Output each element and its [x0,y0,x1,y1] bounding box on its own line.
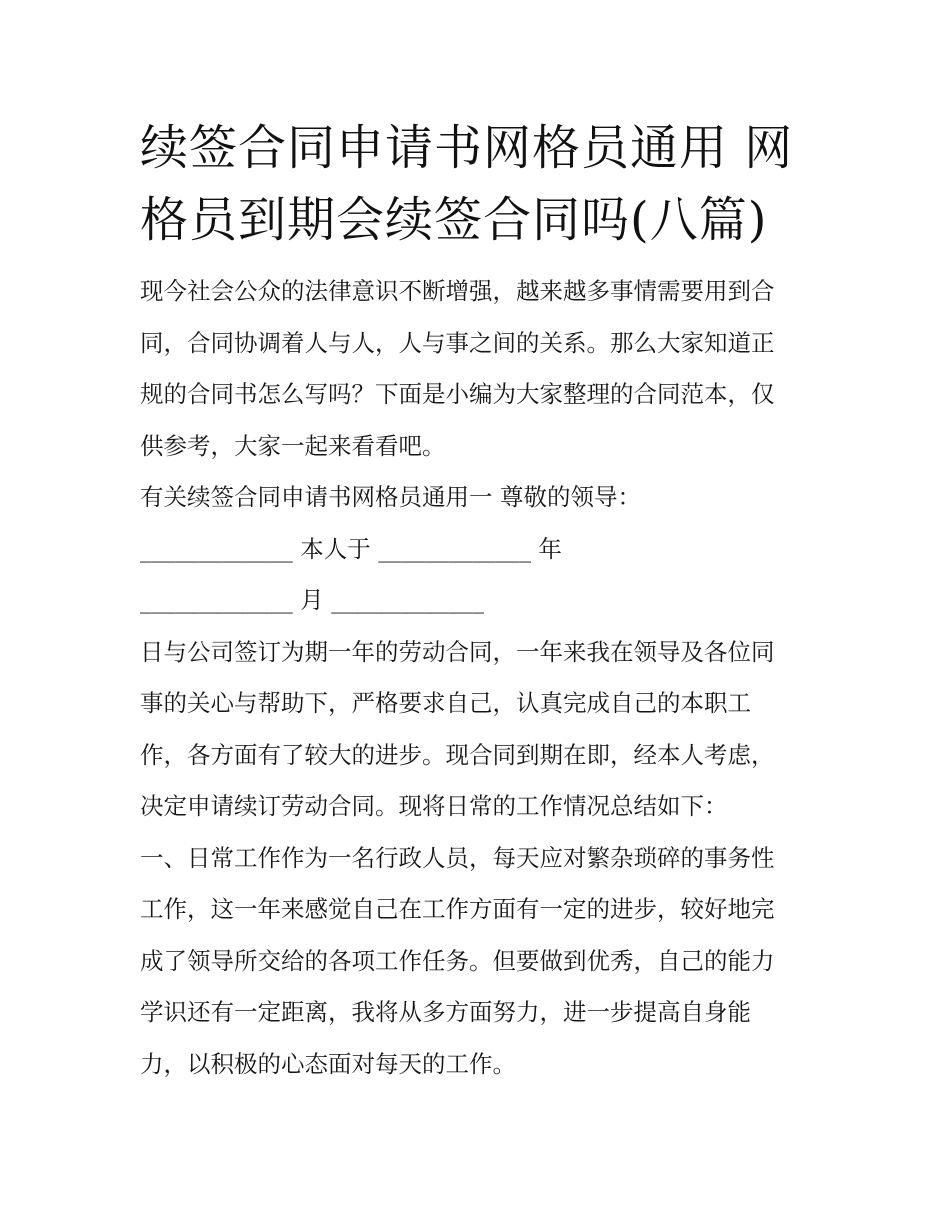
text-line: 供参考，大家一起来看看吧。 [140,431,446,460]
text-line: 现今社会公众的法律意识不断增强，越来越多事情需要用到合 [140,277,775,305]
section-heading [140,472,820,524]
text-line: _____________ 本人于 _____________ 年 [140,534,562,563]
text-line: 作，各方面有了较大的进步。现合同到期在即，经本人考虑， [140,740,775,769]
text-line: 成了领导所交给的各项工作任务。但要做到优秀，自己的能力 [140,946,775,975]
title-line: 格员到期会续签合同吗(八篇) [140,192,768,248]
text-line: 有关续签合同申请书网格员通用一 尊敬的领导： [140,483,641,511]
item-paragraph [140,833,820,1091]
document-body [140,266,820,1090]
title-line: 续签合同申请书网格员通用 网 [140,120,794,176]
text-line: 规的合同书怎么写吗？下面是小编为大家整理的合同范本，仅 [140,380,775,408]
text-line: 学识还有一定距离，我将从多方面努力，进一步提高自身能 [140,998,751,1026]
document-title [140,112,820,256]
text-line: 工作，这一年来感觉自己在工作方面有一定的进步，较好地完 [140,895,775,923]
text-line: 决定申请续订劳动合同。现将日常的工作情况总结如下： [140,792,728,820]
text-line: 同，合同协调着人与人，人与事之间的关系。那么大家知道正 [140,328,775,357]
text-line: 一、日常工作作为一名行政人员，每天应对繁杂琐碎的事务性 [140,843,775,872]
text-line: 力，以积极的心态面对每天的工作。 [140,1049,516,1078]
blank-fill-lines [140,524,820,627]
text-line: _____________ 月 _____________ [140,586,484,614]
document-page [140,112,820,1090]
body-paragraph [140,627,820,833]
intro-paragraph [140,266,820,472]
text-line: 事的关心与帮助下，严格要求自己，认真完成自己的本职工 [140,689,751,717]
text-line: 日与公司签订为期一年的劳动合同，一年来我在领导及各位同 [140,637,775,666]
